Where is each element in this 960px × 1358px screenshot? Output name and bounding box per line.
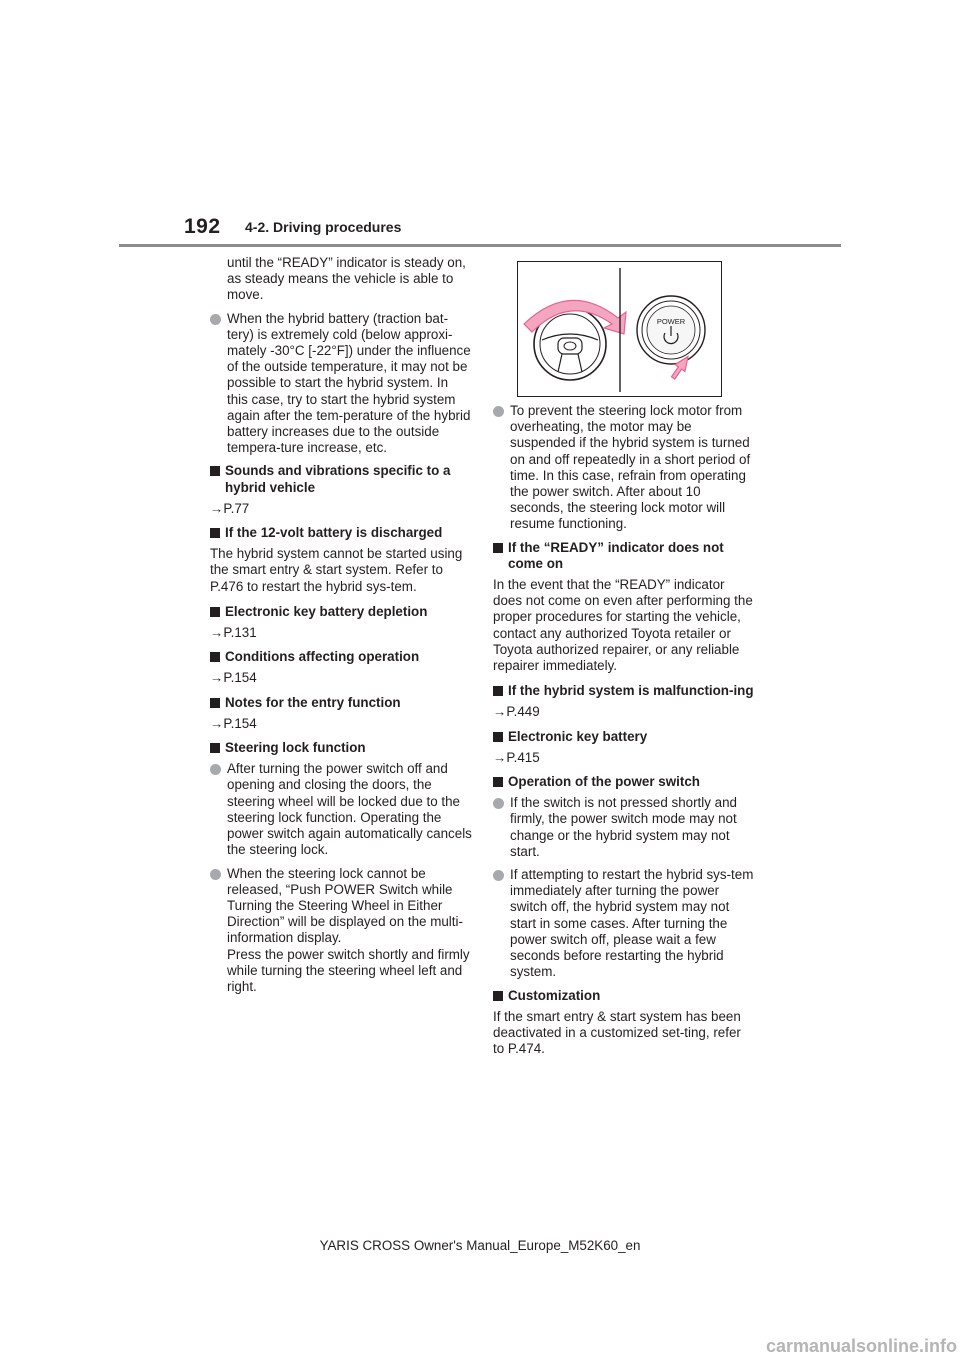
bullet-icon xyxy=(210,314,221,325)
heading-malfunction: If the hybrid system is malfunction-ing xyxy=(493,683,755,699)
ref-key-depletion[interactable]: →P.131 xyxy=(210,625,257,641)
heading-sounds: Sounds and vibrations specific to a hybrid vehicle xyxy=(210,463,472,495)
bullet-motor: To prevent the steering lock motor from overheating, the motor may be suspended if the hybrid system is turned on and off repeatedly in a short period of time. In this case, refrain from operating the power switch. After about 10 seconds, the steering lock motor will resume functioning. xyxy=(493,403,755,533)
bullet-icon xyxy=(493,406,504,417)
bullet-icon xyxy=(493,870,504,881)
heading-entry: Notes for the entry function xyxy=(210,695,472,711)
heading-conditions: Conditions affecting operation xyxy=(210,649,472,665)
square-bullet-icon xyxy=(493,686,503,696)
square-bullet-icon xyxy=(210,528,220,538)
rotation-arrow-icon xyxy=(524,300,626,334)
figure-illustration xyxy=(518,262,721,396)
bullet-operation-2: If attempting to restart the hybrid sys-tem immediately after turning the power switch off, the hybrid system may not start in some cases. After turning the power switch off, please wait a few seconds before restarting the hybrid system. xyxy=(493,867,755,980)
bullet-steering-1: After turning the power switch off and opening and closing the doors, the steering wheel will be locked due to the steering lock function. Operating the power switch again automatically cancels the steering lock. xyxy=(210,761,472,858)
ref-key-battery[interactable]: →P.415 xyxy=(493,749,540,765)
paragraph-ready: In the event that the “READY” indicator does not come on even after performing the proper procedures for starting the vehicle, contact any authorized Toyota retailer or Toyota authorized repairer, or any reliable repairer immediately. xyxy=(493,577,753,674)
heading-ready: If the “READY” indicator does not come on xyxy=(493,540,755,572)
paragraph-customization: If the smart entry & start system has been deactivated in a customized set-ting, refer to P.474. xyxy=(493,1008,741,1057)
heading-operation: Operation of the power switch xyxy=(493,774,755,790)
ref-sounds[interactable]: →P.77 xyxy=(210,500,250,516)
square-bullet-icon xyxy=(210,607,220,617)
square-bullet-icon xyxy=(210,652,220,662)
square-bullet-icon xyxy=(493,732,503,742)
ref-entry[interactable]: →P.154 xyxy=(210,715,257,731)
power-switch-icon xyxy=(637,296,705,364)
bullet-icon xyxy=(210,764,221,775)
square-bullet-icon xyxy=(493,543,503,553)
power-label: POWER xyxy=(656,317,686,326)
watermark[interactable]: carmanualsonline.info xyxy=(765,1336,957,1356)
section-title: 4-2. Driving procedures xyxy=(245,219,402,235)
page-number: 192 xyxy=(184,215,221,238)
ref-malfunction[interactable]: →P.449 xyxy=(493,704,540,720)
square-bullet-icon xyxy=(493,777,503,787)
square-bullet-icon xyxy=(210,466,220,476)
heading-steering-lock: Steering lock function xyxy=(210,740,472,756)
square-bullet-icon xyxy=(210,743,220,753)
page-footer: YARIS CROSS Owner's Manual_Europe_M52K60_en xyxy=(319,1238,641,1253)
header-rule xyxy=(119,244,841,247)
ref-conditions[interactable]: →P.154 xyxy=(210,670,257,686)
bullet-cold-battery: When the hybrid battery (traction bat-tery) is extremely cold (below approxi-mately -30°C [-22°F]) under the influence of the outside temperature, it may not be possible to start the hybrid system. In this case, try to start the hybrid system again after the tem-perature of the hybrid battery increases due to the outside tempera-ture increase, etc. xyxy=(210,311,472,457)
bullet-icon xyxy=(210,869,221,880)
bullet-operation-1: If the switch is not pressed shortly and firmly, the power switch mode may not change or the hybrid system may not start. xyxy=(493,795,755,860)
right-column xyxy=(493,255,755,1063)
heading-customization: Customization xyxy=(493,988,755,1004)
heading-key-depletion: Electronic key battery depletion xyxy=(210,604,472,620)
heading-key-battery: Electronic key battery xyxy=(493,729,755,745)
square-bullet-icon xyxy=(493,991,503,1001)
heading-12volt: If the 12-volt battery is discharged xyxy=(210,525,472,541)
steering-power-figure xyxy=(517,261,722,397)
bullet-steering-2: When the steering lock cannot be released, “Push POWER Switch while Turning the Steering Wheel in Either Direction” will be displayed on the multi-information display. Press the power switch shortly and firmly while turning the steering wheel left and right. xyxy=(210,866,472,996)
bullet-icon xyxy=(493,798,504,809)
paragraph-12volt: The hybrid system cannot be started using the smart entry & start system. Refer to P.476 to restart the hybrid sys-tem. xyxy=(210,546,463,594)
left-column xyxy=(210,255,472,1002)
intro-continuation: until the “READY” indicator is steady on, as steady means the vehicle is able to move. xyxy=(227,255,466,303)
square-bullet-icon xyxy=(210,698,220,708)
page-header xyxy=(0,0,960,250)
